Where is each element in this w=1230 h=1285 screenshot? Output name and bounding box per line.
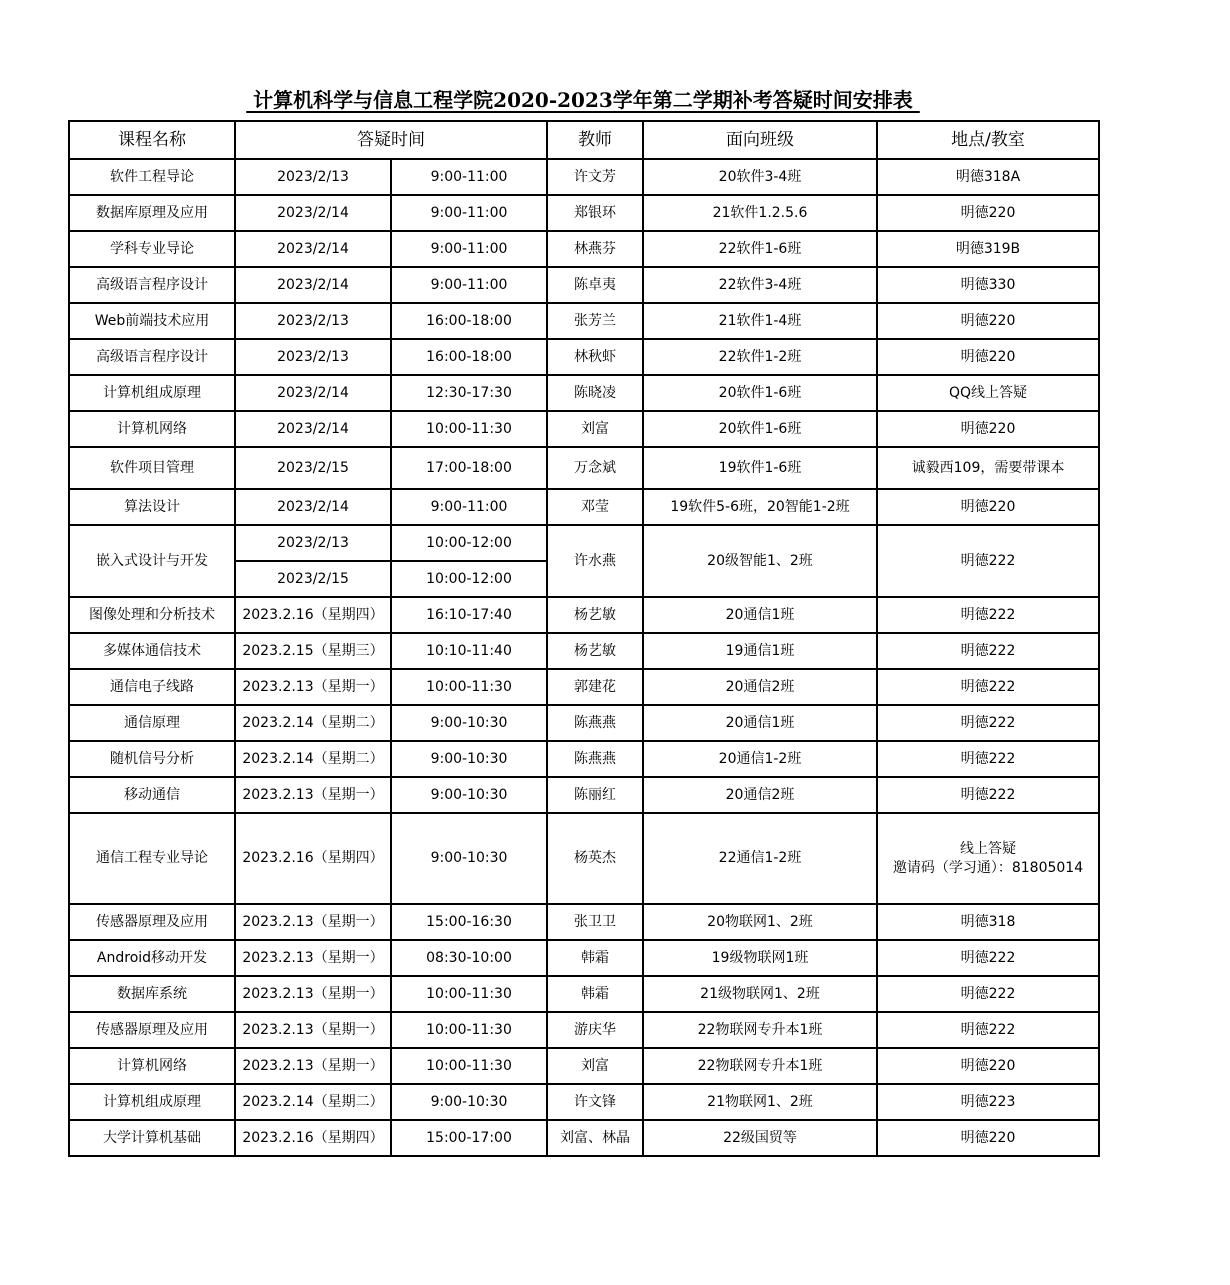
classes-cell: 20级智能1、2班 bbox=[643, 525, 877, 597]
location-cell: 明德222 bbox=[877, 1012, 1099, 1048]
location-cell: 明德220 bbox=[877, 339, 1099, 375]
location-cell: 明德222 bbox=[877, 976, 1099, 1012]
table-row bbox=[69, 339, 1099, 375]
time-cell: 9:00-10:30 bbox=[391, 777, 547, 813]
course-cell: 数据库系统 bbox=[69, 976, 235, 1012]
course-cell: 图像处理和分析技术 bbox=[69, 597, 235, 633]
time-cell: 10:00-11:30 bbox=[391, 1012, 547, 1048]
date-cell: 2023.2.15（星期三） bbox=[235, 633, 391, 669]
title-text: 计算机科学与信息工程学院2020-2023学年第二学期补考答疑时间安排表 bbox=[246, 88, 920, 112]
classes-cell: 20通信2班 bbox=[643, 669, 877, 705]
date-cell: 2023/2/13 bbox=[235, 159, 391, 195]
header-teacher: 教师 bbox=[547, 121, 643, 159]
course-cell: 计算机组成原理 bbox=[69, 375, 235, 411]
teacher-cell: 林燕芬 bbox=[547, 231, 643, 267]
location-cell: 明德319B bbox=[877, 231, 1099, 267]
classes-cell: 20软件1-6班 bbox=[643, 411, 877, 447]
classes-cell: 19软件5-6班，20智能1-2班 bbox=[643, 489, 877, 525]
classes-cell: 22软件1-6班 bbox=[643, 231, 877, 267]
course-cell: 传感器原理及应用 bbox=[69, 1012, 235, 1048]
course-cell: 传感器原理及应用 bbox=[69, 904, 235, 940]
date-cell: 2023.2.16（星期四） bbox=[235, 813, 391, 904]
table-row bbox=[69, 489, 1099, 525]
location-cell: 明德222 bbox=[877, 633, 1099, 669]
date-cell: 2023/2/15 bbox=[235, 561, 391, 597]
teacher-cell: 陈卓夷 bbox=[547, 267, 643, 303]
location-cell: 线上答疑 邀请码（学习通）：81805014 bbox=[877, 813, 1099, 904]
table-row bbox=[69, 633, 1099, 669]
course-cell: 高级语言程序设计 bbox=[69, 267, 235, 303]
classes-cell: 21级物联网1、2班 bbox=[643, 976, 877, 1012]
classes-cell: 20软件3-4班 bbox=[643, 159, 877, 195]
location-cell: 明德222 bbox=[877, 597, 1099, 633]
time-cell: 9:00-11:00 bbox=[391, 489, 547, 525]
table-row bbox=[69, 741, 1099, 777]
course-cell: 软件项目管理 bbox=[69, 447, 235, 489]
date-cell: 2023/2/14 bbox=[235, 489, 391, 525]
classes-cell: 20通信1班 bbox=[643, 705, 877, 741]
table-row bbox=[69, 267, 1099, 303]
course-cell: Android移动开发 bbox=[69, 940, 235, 976]
time-cell: 08:30-10:00 bbox=[391, 940, 547, 976]
teacher-cell: 许文芳 bbox=[547, 159, 643, 195]
teacher-cell: 杨英杰 bbox=[547, 813, 643, 904]
classes-cell: 20通信1班 bbox=[643, 597, 877, 633]
teacher-cell: 杨艺敏 bbox=[547, 597, 643, 633]
location-cell: 明德222 bbox=[877, 940, 1099, 976]
location-cell: 明德220 bbox=[877, 1120, 1099, 1156]
date-cell: 2023.2.13（星期一） bbox=[235, 1012, 391, 1048]
date-cell: 2023/2/13 bbox=[235, 303, 391, 339]
teacher-cell: 郑银环 bbox=[547, 195, 643, 231]
location-cell: 诚毅西109，需要带课本 bbox=[877, 447, 1099, 489]
date-cell: 2023/2/15 bbox=[235, 447, 391, 489]
date-cell: 2023.2.13（星期一） bbox=[235, 777, 391, 813]
time-cell: 9:00-10:30 bbox=[391, 741, 547, 777]
classes-cell: 20通信1-2班 bbox=[643, 741, 877, 777]
course-cell: 数据库原理及应用 bbox=[69, 195, 235, 231]
classes-cell: 19级物联网1班 bbox=[643, 940, 877, 976]
location-cell: 明德220 bbox=[877, 1048, 1099, 1084]
time-cell: 9:00-11:00 bbox=[391, 267, 547, 303]
classes-cell: 20通信2班 bbox=[643, 777, 877, 813]
date-cell: 2023.2.13（星期一） bbox=[235, 976, 391, 1012]
location-cell: 明德223 bbox=[877, 1084, 1099, 1120]
location-cell: 明德222 bbox=[877, 741, 1099, 777]
location-cell: 明德222 bbox=[877, 525, 1099, 597]
table-row bbox=[69, 447, 1099, 489]
time-cell: 10:00-11:30 bbox=[391, 976, 547, 1012]
classes-cell: 22软件1-2班 bbox=[643, 339, 877, 375]
course-cell: 随机信号分析 bbox=[69, 741, 235, 777]
course-cell: 通信电子线路 bbox=[69, 669, 235, 705]
schedule-table bbox=[68, 120, 1100, 1157]
location-cell: 明德318A bbox=[877, 159, 1099, 195]
teacher-cell: 刘富 bbox=[547, 1048, 643, 1084]
date-cell: 2023/2/14 bbox=[235, 411, 391, 447]
teacher-cell: 陈晓凌 bbox=[547, 375, 643, 411]
table-row bbox=[69, 777, 1099, 813]
header-row bbox=[69, 121, 1099, 159]
date-cell: 2023.2.14（星期二） bbox=[235, 705, 391, 741]
time-cell: 9:00-10:30 bbox=[391, 705, 547, 741]
date-cell: 2023.2.13（星期一） bbox=[235, 1048, 391, 1084]
table-row bbox=[69, 705, 1099, 741]
location-cell: 明德222 bbox=[877, 777, 1099, 813]
teacher-cell: 许文锋 bbox=[547, 1084, 643, 1120]
teacher-cell: 陈燕燕 bbox=[547, 741, 643, 777]
teacher-cell: 韩霜 bbox=[547, 940, 643, 976]
course-cell: 计算机网络 bbox=[69, 411, 235, 447]
teacher-cell: 林秋虾 bbox=[547, 339, 643, 375]
classes-cell: 20物联网1、2班 bbox=[643, 904, 877, 940]
header-location: 地点/教室 bbox=[877, 121, 1099, 159]
classes-cell: 22物联网专升本1班 bbox=[643, 1012, 877, 1048]
classes-cell: 22软件3-4班 bbox=[643, 267, 877, 303]
time-cell: 9:00-11:00 bbox=[391, 195, 547, 231]
date-cell: 2023.2.13（星期一） bbox=[235, 904, 391, 940]
table-row bbox=[69, 231, 1099, 267]
classes-cell: 21物联网1、2班 bbox=[643, 1084, 877, 1120]
location-cell: 明德220 bbox=[877, 489, 1099, 525]
teacher-cell: 刘富、林晶 bbox=[547, 1120, 643, 1156]
date-cell: 2023.2.14（星期二） bbox=[235, 741, 391, 777]
table-row bbox=[69, 1012, 1099, 1048]
date-cell: 2023.2.13（星期一） bbox=[235, 669, 391, 705]
time-cell: 9:00-11:00 bbox=[391, 159, 547, 195]
course-cell: 通信原理 bbox=[69, 705, 235, 741]
course-cell: 高级语言程序设计 bbox=[69, 339, 235, 375]
time-cell: 16:00-18:00 bbox=[391, 339, 547, 375]
time-cell: 16:00-18:00 bbox=[391, 303, 547, 339]
classes-cell: 22级国贸等 bbox=[643, 1120, 877, 1156]
course-cell: Web前端技术应用 bbox=[69, 303, 235, 339]
location-cell: 明德222 bbox=[877, 705, 1099, 741]
teacher-cell: 郭建花 bbox=[547, 669, 643, 705]
table-row bbox=[69, 597, 1099, 633]
table-row bbox=[69, 1048, 1099, 1084]
teacher-cell: 万念斌 bbox=[547, 447, 643, 489]
time-cell: 10:00-12:00 bbox=[391, 561, 547, 597]
teacher-cell: 陈燕燕 bbox=[547, 705, 643, 741]
location-cell: 明德220 bbox=[877, 195, 1099, 231]
course-cell: 计算机网络 bbox=[69, 1048, 235, 1084]
table-row bbox=[69, 525, 1099, 561]
teacher-cell: 游庆华 bbox=[547, 1012, 643, 1048]
table-row bbox=[69, 940, 1099, 976]
time-cell: 15:00-16:30 bbox=[391, 904, 547, 940]
classes-cell: 19软件1-6班 bbox=[643, 447, 877, 489]
time-cell: 10:00-11:30 bbox=[391, 1048, 547, 1084]
course-cell: 计算机组成原理 bbox=[69, 1084, 235, 1120]
location-cell: 明德330 bbox=[877, 267, 1099, 303]
location-cell: 明德222 bbox=[877, 669, 1099, 705]
course-cell: 通信工程专业导论 bbox=[69, 813, 235, 904]
date-cell: 2023/2/14 bbox=[235, 375, 391, 411]
table-row bbox=[69, 303, 1099, 339]
time-cell: 9:00-10:30 bbox=[391, 1084, 547, 1120]
classes-cell: 22物联网专升本1班 bbox=[643, 1048, 877, 1084]
course-cell: 学科专业导论 bbox=[69, 231, 235, 267]
course-cell: 嵌入式设计与开发 bbox=[69, 525, 235, 597]
table-row bbox=[69, 159, 1099, 195]
date-cell: 2023.2.16（星期四） bbox=[235, 1120, 391, 1156]
time-cell: 10:00-11:30 bbox=[391, 669, 547, 705]
teacher-cell: 许水燕 bbox=[547, 525, 643, 597]
time-cell: 17:00-18:00 bbox=[391, 447, 547, 489]
teacher-cell: 张芳兰 bbox=[547, 303, 643, 339]
time-cell: 9:00-10:30 bbox=[391, 813, 547, 904]
date-cell: 2023/2/14 bbox=[235, 195, 391, 231]
time-cell: 10:10-11:40 bbox=[391, 633, 547, 669]
time-cell: 15:00-17:00 bbox=[391, 1120, 547, 1156]
teacher-cell: 刘富 bbox=[547, 411, 643, 447]
table-row bbox=[69, 669, 1099, 705]
time-cell: 10:00-11:30 bbox=[391, 411, 547, 447]
teacher-cell: 韩霜 bbox=[547, 976, 643, 1012]
table-row bbox=[69, 375, 1099, 411]
page-title bbox=[68, 84, 1098, 116]
time-cell: 9:00-11:00 bbox=[391, 231, 547, 267]
date-cell: 2023.2.13（星期一） bbox=[235, 940, 391, 976]
table-row bbox=[69, 195, 1099, 231]
table-row bbox=[69, 904, 1099, 940]
time-cell: 16:10-17:40 bbox=[391, 597, 547, 633]
table-row bbox=[69, 1120, 1099, 1156]
table-row bbox=[69, 1084, 1099, 1120]
course-cell: 大学计算机基础 bbox=[69, 1120, 235, 1156]
time-cell: 12:30-17:30 bbox=[391, 375, 547, 411]
date-cell: 2023/2/14 bbox=[235, 231, 391, 267]
course-cell: 移动通信 bbox=[69, 777, 235, 813]
classes-cell: 20软件1-6班 bbox=[643, 375, 877, 411]
table-row bbox=[69, 976, 1099, 1012]
date-cell: 2023/2/14 bbox=[235, 267, 391, 303]
date-cell: 2023.2.16（星期四） bbox=[235, 597, 391, 633]
classes-cell: 21软件1-4班 bbox=[643, 303, 877, 339]
location-cell: 明德220 bbox=[877, 303, 1099, 339]
location-cell: 明德318 bbox=[877, 904, 1099, 940]
course-cell: 软件工程导论 bbox=[69, 159, 235, 195]
classes-cell: 21软件1.2.5.6 bbox=[643, 195, 877, 231]
date-cell: 2023.2.14（星期二） bbox=[235, 1084, 391, 1120]
location-cell: QQ线上答疑 bbox=[877, 375, 1099, 411]
course-cell: 算法设计 bbox=[69, 489, 235, 525]
table-row bbox=[69, 411, 1099, 447]
time-cell: 10:00-12:00 bbox=[391, 525, 547, 561]
classes-cell: 19通信1班 bbox=[643, 633, 877, 669]
header-time: 答疑时间 bbox=[235, 121, 547, 159]
teacher-cell: 张卫卫 bbox=[547, 904, 643, 940]
header-course: 课程名称 bbox=[69, 121, 235, 159]
course-cell: 多媒体通信技术 bbox=[69, 633, 235, 669]
teacher-cell: 陈丽红 bbox=[547, 777, 643, 813]
location-cell: 明德220 bbox=[877, 411, 1099, 447]
date-cell: 2023/2/13 bbox=[235, 339, 391, 375]
table-row bbox=[69, 813, 1099, 904]
teacher-cell: 邓莹 bbox=[547, 489, 643, 525]
header-classes: 面向班级 bbox=[643, 121, 877, 159]
date-cell: 2023/2/13 bbox=[235, 525, 391, 561]
teacher-cell: 杨艺敏 bbox=[547, 633, 643, 669]
classes-cell: 22通信1-2班 bbox=[643, 813, 877, 904]
